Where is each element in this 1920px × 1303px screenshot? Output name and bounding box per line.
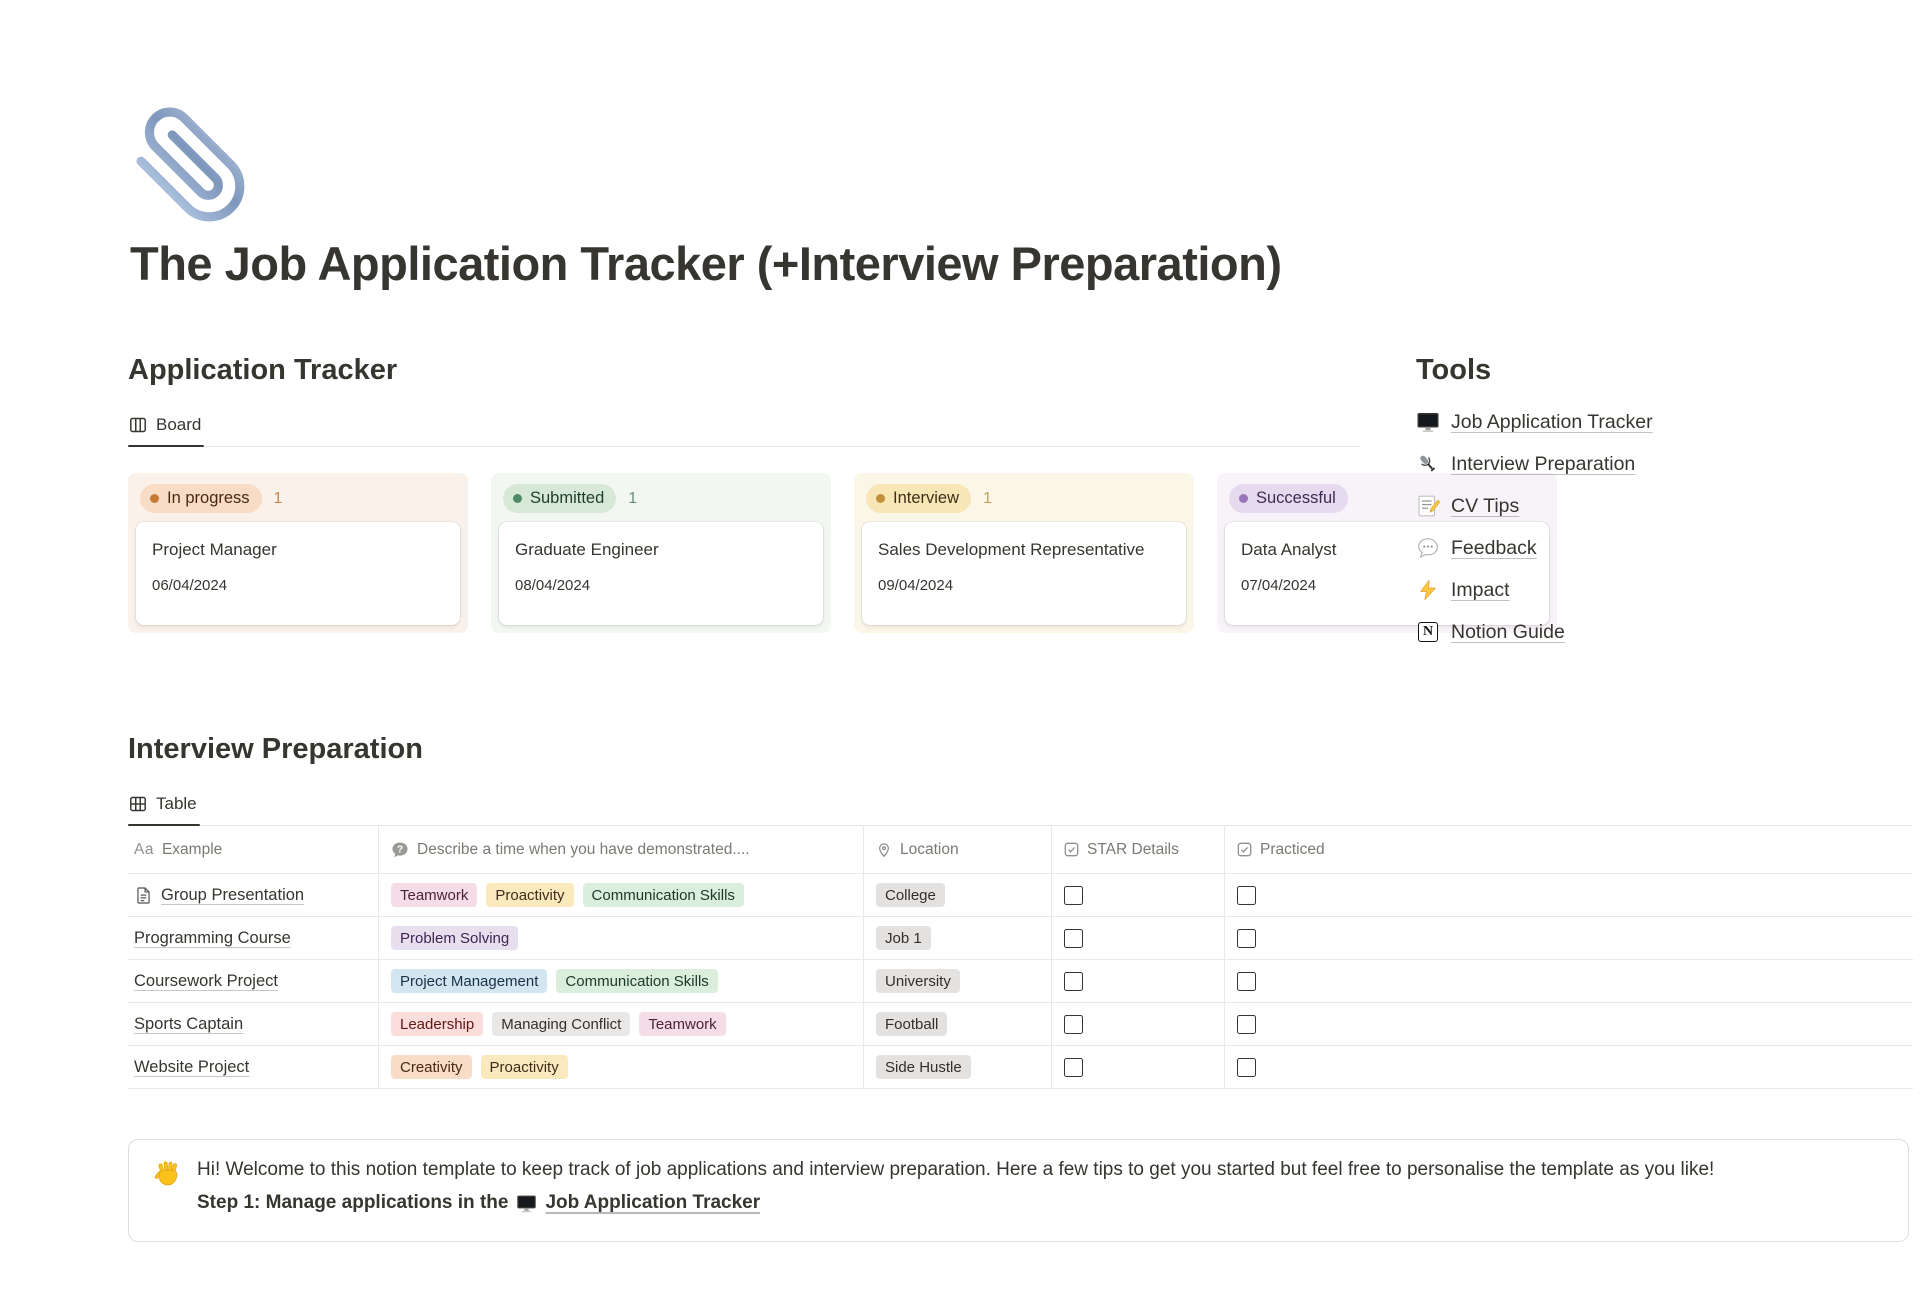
location-tag: Football [876, 1012, 947, 1036]
kanban-card[interactable] [862, 522, 1186, 625]
microphone-icon [1416, 452, 1440, 476]
star-details-checkbox[interactable] [1064, 1015, 1083, 1034]
tool-label: Feedback [1451, 536, 1537, 559]
status-pill[interactable] [503, 484, 616, 513]
star-details-cell [1051, 1046, 1224, 1088]
tag: Communication Skills [556, 969, 717, 993]
status-label: Interview [893, 489, 960, 508]
practiced-checkbox[interactable] [1237, 1058, 1256, 1077]
tools-section [1416, 352, 1816, 653]
application-tracker-section [128, 352, 1360, 653]
tab-table-label: Table [156, 794, 197, 814]
practiced-checkbox[interactable] [1237, 972, 1256, 991]
location-pin-icon [876, 842, 892, 858]
kanban-board [128, 473, 1360, 633]
practiced-checkbox[interactable] [1237, 1015, 1256, 1034]
card-date: 09/04/2024 [878, 577, 954, 595]
tools-list [1416, 401, 1816, 653]
callout-step-line [197, 1189, 1714, 1218]
tab-table[interactable] [128, 789, 200, 825]
status-dot-icon [876, 494, 885, 503]
header-practiced[interactable] [1224, 826, 1913, 873]
kanban-column-submitted [491, 473, 831, 633]
tab-board-label: Board [156, 415, 202, 435]
tool-link-impact[interactable] [1416, 569, 1816, 611]
card-title: Sales Development Representative [878, 540, 1145, 560]
tag: Problem Solving [391, 926, 518, 950]
column-header [499, 481, 823, 522]
tools-heading: Tools [1416, 354, 1492, 387]
tool-link-notion-guide[interactable] [1416, 611, 1816, 653]
kanban-card[interactable] [499, 522, 823, 625]
star-details-cell [1051, 960, 1224, 1002]
callout-body [197, 1156, 1714, 1217]
header-describe[interactable] [378, 826, 863, 873]
board-view-icon [129, 416, 147, 434]
column-header [862, 481, 1186, 522]
location-cell[interactable] [863, 1046, 1051, 1088]
tool-label: Notion Guide [1451, 620, 1565, 643]
status-pill[interactable] [866, 484, 971, 513]
tool-label: Impact [1451, 578, 1510, 601]
practiced-cell [1224, 1046, 1913, 1088]
star-details-cell [1051, 874, 1224, 916]
tags-cell[interactable] [378, 1046, 863, 1088]
practiced-cell [1224, 874, 1913, 916]
tags-cell[interactable] [378, 1003, 863, 1045]
example-cell [128, 960, 378, 1002]
example-cell [128, 1046, 378, 1088]
practiced-cell [1224, 960, 1913, 1002]
desktop-computer-icon [1416, 410, 1440, 434]
card-title: Graduate Engineer [515, 540, 659, 560]
tool-label: CV Tips [1451, 494, 1520, 517]
example-page-link[interactable]: Sports Captain [134, 1014, 244, 1033]
question-bubble-icon [391, 841, 409, 859]
header-location[interactable] [863, 826, 1051, 873]
example-page-link[interactable]: Programming Course [134, 928, 291, 947]
board-view-tabbar [128, 410, 1360, 447]
interview-preparation-heading: Interview Preparation [128, 733, 423, 766]
tag: Project Management [391, 969, 547, 993]
tags-cell[interactable] [378, 960, 863, 1002]
tool-link-cv-tips[interactable] [1416, 485, 1816, 527]
location-cell[interactable] [863, 1003, 1051, 1045]
tag: Managing Conflict [492, 1012, 630, 1036]
welcome-callout [128, 1139, 1909, 1242]
notion-logo-icon: N [1416, 620, 1440, 644]
example-page-link[interactable]: Coursework Project [134, 971, 278, 990]
checkbox-property-icon [1064, 842, 1079, 857]
table-view-icon [129, 795, 147, 813]
status-dot-icon [513, 494, 522, 503]
application-tracker-heading: Application Tracker [128, 354, 398, 387]
table-row [128, 960, 1913, 1003]
location-tag: Job 1 [876, 926, 931, 950]
tool-link-feedback[interactable] [1416, 527, 1816, 569]
header-example[interactable] [128, 826, 378, 873]
svg-text:?: ? [396, 844, 404, 856]
card-date: 08/04/2024 [515, 577, 591, 595]
star-details-checkbox[interactable] [1064, 886, 1083, 905]
example-cell [128, 917, 378, 959]
column-header [136, 481, 460, 522]
status-label: Successful [1256, 489, 1336, 508]
tool-label: Interview Preparation [1451, 452, 1636, 475]
card-title: Data Analyst [1241, 540, 1337, 560]
kanban-column-in-progress [128, 473, 468, 633]
callout-text: Hi! Welcome to this notion template to keep track of job applications and interview preparation. Here a few tips to get you started but feel free to personalise the template as you like! [197, 1159, 1715, 1181]
location-cell[interactable] [863, 917, 1051, 959]
text-property-icon: Aa [134, 840, 154, 858]
tool-link-interview-preparation[interactable] [1416, 443, 1816, 485]
star-details-cell [1051, 1003, 1224, 1045]
practiced-cell [1224, 917, 1913, 959]
tag: Leadership [391, 1012, 483, 1036]
status-pill[interactable] [140, 484, 262, 513]
status-label: Submitted [530, 489, 605, 508]
header-label: Example [161, 840, 223, 858]
tags-cell[interactable] [378, 917, 863, 959]
status-pill[interactable] [1229, 484, 1348, 513]
practiced-checkbox[interactable] [1237, 886, 1256, 905]
location-cell[interactable] [863, 874, 1051, 916]
practiced-checkbox[interactable] [1237, 929, 1256, 948]
page-doc-icon [134, 886, 153, 905]
example-cell [128, 1003, 378, 1045]
tool-link-job-application-tracker[interactable] [1416, 401, 1816, 443]
header-label: Location [900, 840, 959, 858]
tags-cell[interactable] [378, 874, 863, 916]
example-cell [128, 874, 378, 916]
table-row [128, 917, 1913, 960]
page-title: The Job Application Tracker (+Interview Preparation) [130, 237, 1282, 290]
practiced-cell [1224, 1003, 1913, 1045]
card-date: 06/04/2024 [152, 577, 228, 595]
header-star-details[interactable] [1051, 826, 1224, 873]
example-page-link[interactable]: Group Presentation [161, 885, 305, 904]
checkbox-property-icon [1237, 842, 1252, 857]
header-label: Practiced [1260, 840, 1325, 858]
tag: Creativity [391, 1055, 472, 1079]
star-details-cell [1051, 917, 1224, 959]
status-label: In progress [167, 489, 250, 508]
star-details-checkbox[interactable] [1064, 929, 1083, 948]
step-prefix: Step 1: Manage applications in the [197, 1191, 509, 1213]
status-dot-icon [1239, 494, 1248, 503]
card-date: 07/04/2024 [1241, 577, 1317, 595]
card-title: Project Manager [152, 540, 277, 560]
table-row [128, 874, 1913, 917]
location-tag: University [876, 969, 960, 993]
kanban-card[interactable] [136, 522, 460, 625]
location-cell[interactable] [863, 960, 1051, 1002]
status-dot-icon [150, 494, 159, 503]
header-label: Describe a time when you have demonstrated.... [417, 840, 750, 858]
interview-preparation-section [128, 731, 1913, 1089]
step-page-link[interactable]: Job Application Tracker [545, 1191, 761, 1213]
tag: Proactivity [481, 1055, 568, 1079]
location-tag: Side Hustle [876, 1055, 971, 1079]
waving-hand-icon [155, 1156, 183, 1217]
memo-icon [1416, 494, 1440, 518]
tag: Communication Skills [583, 883, 744, 907]
column-count: 1 [628, 489, 638, 507]
column-count: 1 [273, 489, 283, 507]
paperclip-page-icon[interactable] [128, 104, 252, 228]
tag: Teamwork [639, 1012, 725, 1036]
star-details-checkbox[interactable] [1064, 972, 1083, 991]
column-count: 1 [983, 489, 992, 507]
desktop-computer-icon [516, 1193, 537, 1214]
table-row [128, 1003, 1913, 1046]
header-label: STAR Details [1087, 840, 1179, 858]
high-voltage-icon [1416, 578, 1440, 602]
example-page-link[interactable]: Website Project [134, 1057, 250, 1076]
tag: Proactivity [486, 883, 573, 907]
interview-table [128, 826, 1913, 1089]
table-view-tabbar [128, 789, 1913, 826]
kanban-column-interview [854, 473, 1194, 633]
table-row [128, 1046, 1913, 1089]
table-header-row [128, 826, 1913, 874]
speech-balloon-icon [1416, 536, 1440, 560]
star-details-checkbox[interactable] [1064, 1058, 1083, 1077]
notion-page [0, 104, 1920, 1242]
tool-label: Job Application Tracker [1451, 410, 1653, 433]
tag: Teamwork [391, 883, 477, 907]
tab-board[interactable] [128, 410, 204, 446]
location-tag: College [876, 883, 945, 907]
